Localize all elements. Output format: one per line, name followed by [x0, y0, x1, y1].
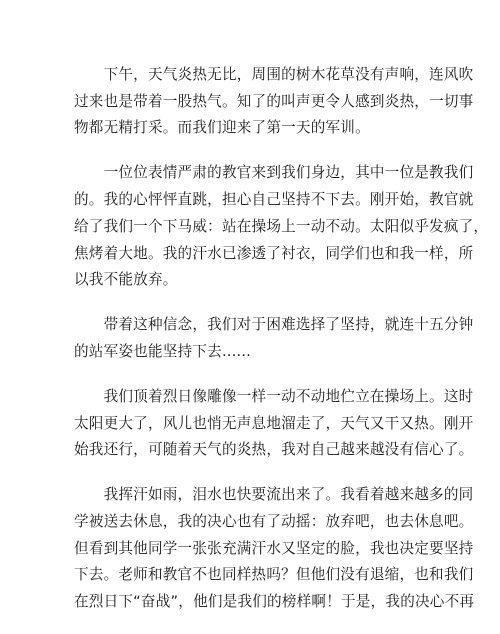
- text-line: 的。我的心怦怦直跳，担心自己坚持不下去。刚开始，教官就: [74, 191, 474, 209]
- text-line: 过来也是带着一股热气。知了的叫声更令人感到炎热，一切事: [74, 92, 474, 110]
- paragraph-2: [74, 160, 489, 294]
- text-line: 下去。老师和教官不也同样热吗？但他们没有退缩，也和我们: [74, 566, 474, 584]
- text-line: 焦烤着大地。我的汗水已渗透了衬衣，同学们也和我一样，所: [74, 244, 474, 262]
- text-line: 下午，天气炎热无比，周围的树木花草没有声响，连风吹: [74, 66, 474, 83]
- text-line: 给了我们一个下马威：站在操场上一动不动。太阳似乎发疯了，: [74, 217, 489, 235]
- paragraph-4: [74, 384, 474, 464]
- paragraph-1: [74, 62, 474, 142]
- paragraph-5: [74, 482, 475, 616]
- text-line: 在烈日下“奋战”，他们是我们的榜样啊！于是，我的决心不再: [74, 593, 475, 611]
- document-body: [74, 62, 489, 634]
- text-line: 的站军姿也能坚持下去......: [74, 342, 251, 360]
- text-line: 我们顶着烈日像雕像一样一动不动地伫立在操场上。这时: [74, 387, 474, 405]
- text-line: 学被送去休息，我的决心也有了动摇：放弃吧，也去休息吧。: [74, 513, 474, 531]
- text-line: 一位位表情严肃的教官来到我们身边，其中一位是教我们: [74, 164, 474, 182]
- text-line: 我挥汗如雨，泪水也快要流出来了。我看着越来越多的同: [74, 486, 474, 504]
- text-line: 物都无精打采。而我们迎来了第一天的军训。: [74, 119, 370, 137]
- text-line: 但看到其他同学一张张充满汗水又坚定的脸，我也决定要坚持: [74, 539, 474, 557]
- paragraph-3: [74, 312, 474, 365]
- text-line: 太阳更大了，风儿也悄无声息地溜走了，天气又干又热。刚开: [74, 414, 474, 432]
- text-line: 带着这种信念，我们对于困难选择了坚持，就连十五分钟: [74, 316, 474, 334]
- text-line: 以我不能放弃。: [74, 271, 178, 289]
- text-line: 始我还行，可随着天气的炎热，我对自己越来越没有信心了。: [74, 441, 474, 459]
